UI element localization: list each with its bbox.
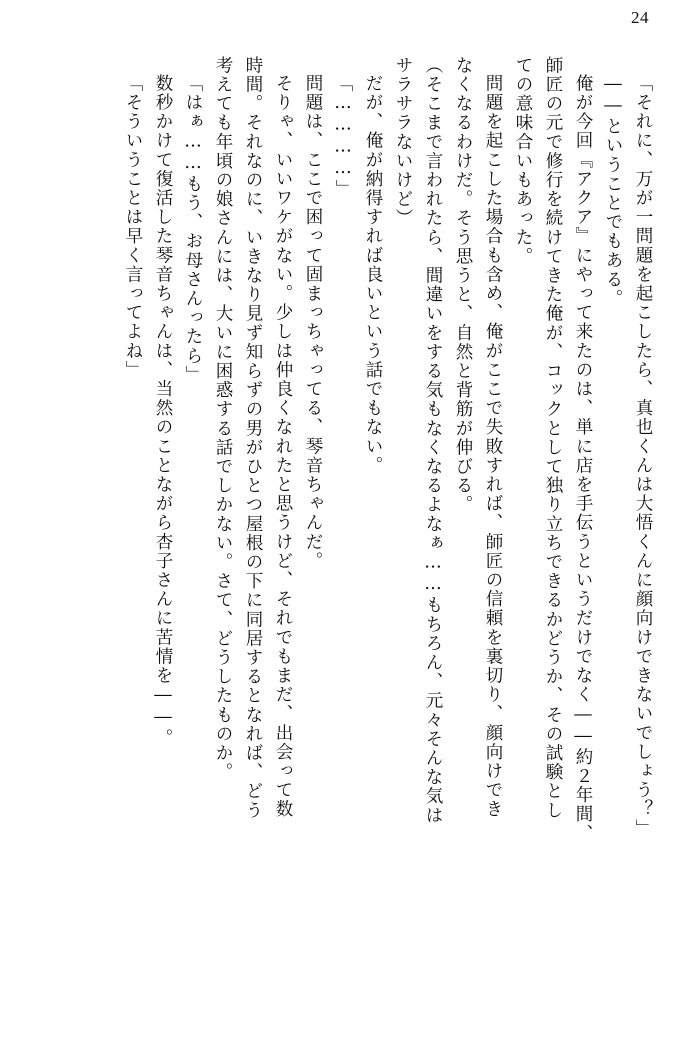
text-line: （そこまで言われたら、間違いをする気もなくなるよなぁ……もちろん、元々そんな気は xyxy=(423,56,443,825)
vertical-text-body xyxy=(28,56,651,1020)
text-line: なくなるわけだ。そう思うと、自然と背筋が伸びる。 xyxy=(453,56,473,515)
text-line: ――ということでもある。 xyxy=(603,74,623,309)
text-line: 数秒かけて復活した琴音ちゃんは、当然のことながら杏子さんに苦情を――。 xyxy=(153,74,173,748)
text-line: ての意味合いもあった。 xyxy=(513,56,533,267)
text-line: 問題は、ここで困って固まっちゃってる、琴音ちゃんだ。 xyxy=(303,74,323,571)
text-line: 俺が今回『アクア』にやって来たのは、単に店を手伝うというだけでなく――約２年間、 xyxy=(573,74,593,843)
text-line: 「そういうことは早く言ってよね」 xyxy=(123,74,143,380)
text-line: 師匠の元で修行を続けてきた俺が、コックとして独り立ちできるかどうか、その試験とし xyxy=(543,56,563,820)
text-line: 考えても年頃の娘さんには、大いに困惑する話でしかない。さて、どうしたものか。 xyxy=(213,56,233,782)
text-line: 「はぁ……もう、お母さんったら」 xyxy=(183,74,203,385)
page-number: 24 xyxy=(631,8,649,27)
text-line: 時間。それなのに、いきなり見ず知らずの男がひとつ屋根の下に同居するとなれば、どう xyxy=(243,56,263,820)
text-line: 「…………」 xyxy=(333,74,353,199)
text-line: サラサラないけど） xyxy=(393,56,413,228)
text-line: 「それに、万が一問題を起こしたら、真也くんは大悟くんに顔向けできないでしょう？」 xyxy=(633,74,653,838)
text-line: だが、俺が納得すれば良いという話でもない。 xyxy=(363,74,383,476)
text-line: そりゃ、いいワケがない。少しは仲良くなれたと思うけど、それでもまだ、出会って数 xyxy=(273,74,293,819)
text-line: 問題を起こした場合も含め、俺がここで失敗すれば、師匠の信頼を裏切り、顔向けでき xyxy=(483,74,503,819)
